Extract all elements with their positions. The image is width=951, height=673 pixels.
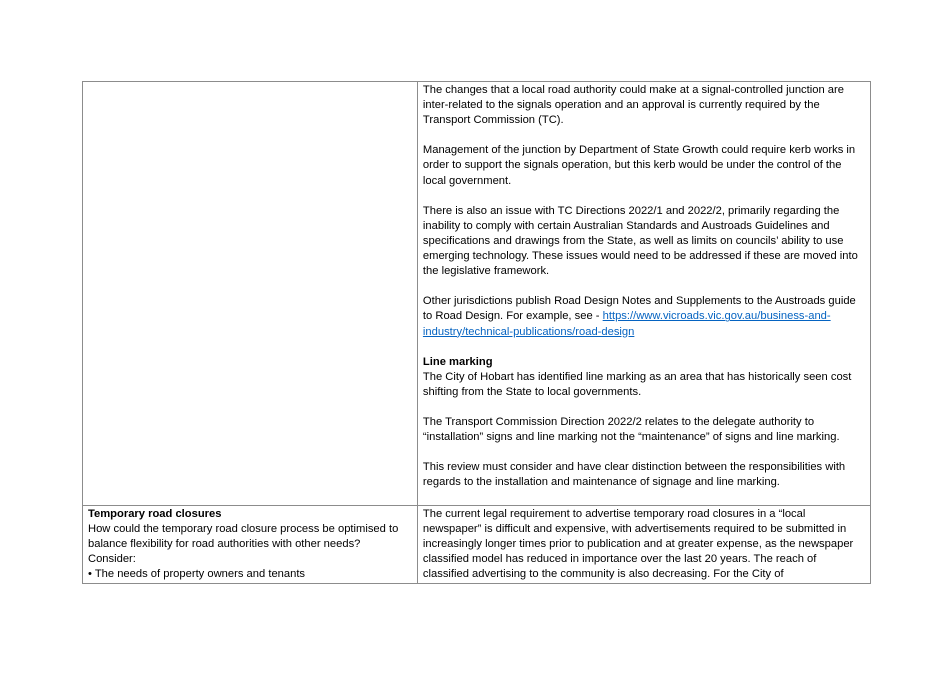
line-marking-text: The City of Hobart has identified line marking as an area that has historically seen cost shifting from the State to local governments. [422,370,852,398]
table-row [83,82,871,506]
consider-bullet: • The needs of property owners and tenants [88,568,306,581]
question-text: How could the temporary road closure process be optimised to balance flexibility for road authorities with other needs? [88,523,399,551]
question-cell [83,82,418,506]
vicroads-link[interactable]: https://www.vicroads.vic.gov.au/business-and-industry/technical-publications/road-design [422,310,831,338]
question-cell [83,506,418,584]
line-marking-heading: Line marking [422,355,493,368]
response-paragraph: Management of the junction by Department of State Growth could require kerb works in order to support the signals operation, but this kerb would be under the control of the local government. [422,144,856,187]
consider-label: Consider: [88,553,136,566]
table-row [83,506,871,584]
question-heading: Temporary road closures [88,508,222,520]
response-cell [417,82,870,506]
response-cell [417,506,870,584]
consultation-table [82,81,871,584]
road-design-text: Other jurisdictions publish Road Design Notes and Supplements to the Austroads guide to Road Design. For example, see - [422,295,856,323]
response-paragraph: There is also an issue with TC Directions 2022/1 and 2022/2, primarily regarding the inability to comply with certain Australian Standards and Austroads Guidelines and specifications and drawings from the State, as well as limits on councils’ ability to use emerging technology. These issues would need to be addressed if these are moved into the legislative framework. [422,204,858,278]
response-paragraph: The Transport Commission Direction 2022/2 relates to the delegate authority to “installation” signs and line marking not the “maintenance” of signs and line marking. [422,416,840,444]
road-design-paragraph [423,294,865,339]
line-marking-section [423,355,865,400]
response-paragraph: This review must consider and have clear distinction between the responsibilities with regards to the installation and maintenance of signage and line marking. [422,461,846,489]
response-paragraph: The changes that a local road authority could make at a signal-controlled junction are inter-related to the signals operation and an approval is currently required by the Transport Commission (TC). [422,84,844,127]
response-paragraph: The current legal requirement to advertise temporary road closures in a “local newspaper” is difficult and expensive, with advertisements required to be submitted in increasingly longer times prior to publication and at greater expense, as the newspaper classified model has reduced in importance over the last 20 years. The reach of classified advertising to the community is also decreasing. For the City of [422,508,854,581]
